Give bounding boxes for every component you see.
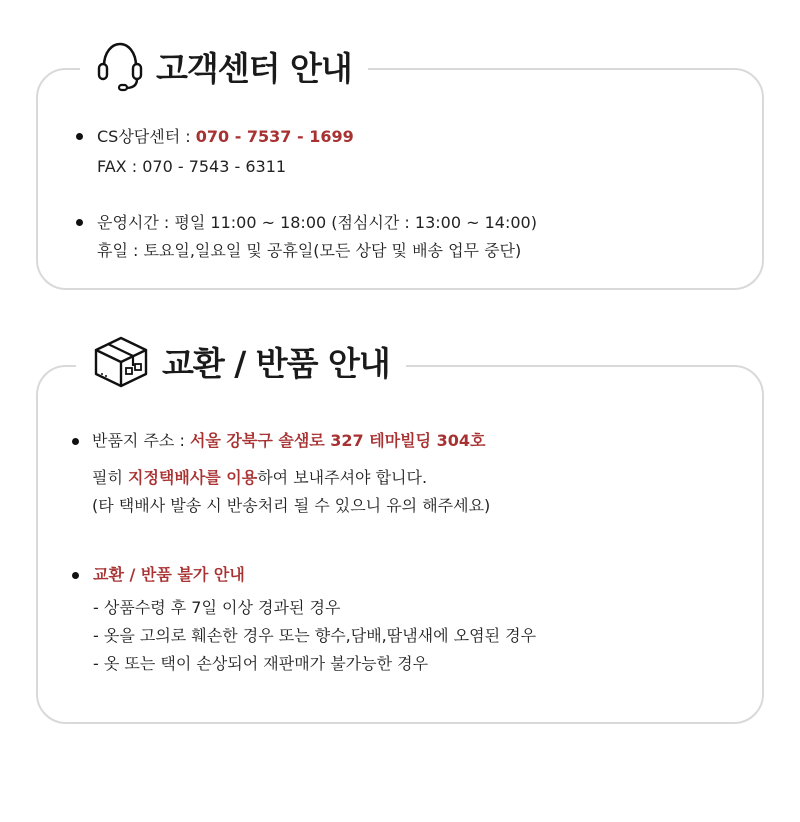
not-allowed-item: - 옷을 고의로 훼손한 경우 또는 향수,담배,땀냄새에 오염된 경우 <box>93 626 537 645</box>
return-address-line <box>92 431 486 451</box>
bullet-not-allowed <box>72 572 79 579</box>
cs-phone-label: CS상담센터 : <box>97 127 196 146</box>
not-allowed-item: - 옷 또는 택이 손상되어 재판매가 불가능한 경우 <box>93 654 429 673</box>
cs-holiday-line: 휴일 : 토요일,일요일 및 공휴일(모든 상담 및 배송 업무 중단) <box>97 241 522 260</box>
cs-phone-number[interactable]: 070 - 7537 - 1699 <box>195 127 354 146</box>
cs-fax-line: FAX : 070 - 7543 - 6311 <box>97 157 287 176</box>
courier-highlight: 지정택배사를 이용 <box>128 468 258 487</box>
bullet-address <box>72 438 79 445</box>
return-address-value: 서울 강북구 솔샘로 327 테마빌딩 304호 <box>189 431 486 450</box>
bullet-hours <box>76 219 83 226</box>
cs-center-title: 고객센터 안내 <box>156 48 352 88</box>
courier-suffix: 하여 보내주셔야 합니다. <box>257 468 428 487</box>
courier-note: (타 택배사 발송 시 반송처리 될 수 있으니 유의 해주세요) <box>92 496 491 515</box>
return-address-label: 반품지 주소 : <box>92 431 190 450</box>
box-icon <box>92 334 150 388</box>
headset-icon <box>96 40 144 92</box>
exchange-heading <box>76 334 406 388</box>
courier-prefix: 필히 <box>92 468 128 487</box>
exchange-title: 교환 / 반품 안내 <box>162 343 390 383</box>
bullet-phone <box>76 133 83 140</box>
courier-line <box>92 468 427 488</box>
cs-hours-line: 운영시간 : 평일 11:00 ~ 18:00 (점심시간 : 13:00 ~ 14:00) <box>97 213 537 232</box>
not-allowed-title: 교환 / 반품 불가 안내 <box>93 565 245 584</box>
cs-phone-line <box>97 127 354 147</box>
cs-center-heading <box>80 40 368 92</box>
not-allowed-item: - 상품수령 후 7일 이상 경과된 경우 <box>93 598 341 617</box>
